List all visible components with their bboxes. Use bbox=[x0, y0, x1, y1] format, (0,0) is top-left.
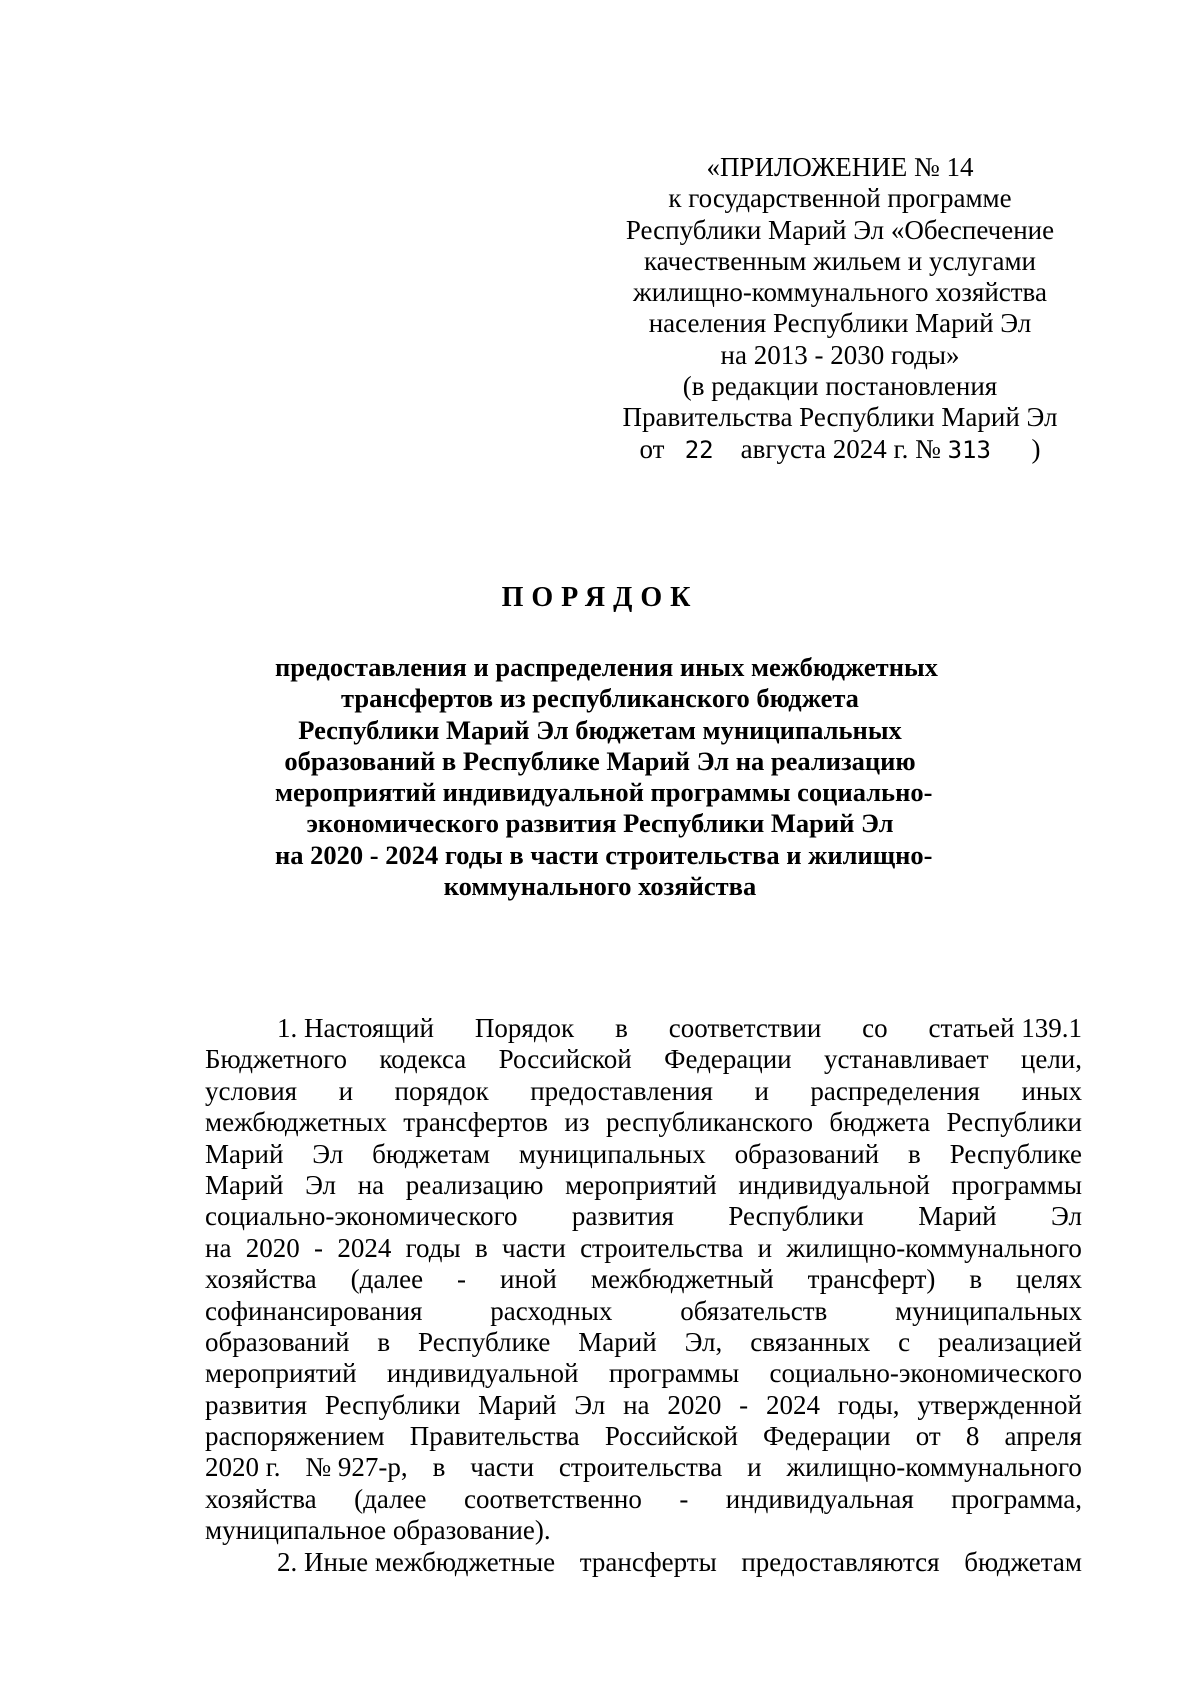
body-word: муниципальное образование). bbox=[205, 1515, 551, 1546]
body-word: Российской bbox=[604, 1421, 738, 1452]
body-word: образований bbox=[734, 1138, 880, 1169]
appendix-line: к государственной программе bbox=[668, 183, 1012, 214]
body-line bbox=[205, 1421, 1082, 1452]
subtitle-line: экономического развития Республики Марий Эл bbox=[306, 808, 894, 839]
body-word: и bbox=[747, 1452, 762, 1483]
body-word: Республики bbox=[728, 1201, 864, 1232]
body-word: условия bbox=[205, 1075, 298, 1106]
appendix-line: жилищно-коммунального хозяйства bbox=[633, 277, 1047, 308]
body-word: программа, bbox=[951, 1483, 1082, 1514]
body-word: утвержденной bbox=[917, 1389, 1082, 1420]
body-line bbox=[205, 1296, 1082, 1327]
body-line bbox=[205, 1515, 1082, 1546]
body-word: соответствии bbox=[668, 1013, 822, 1043]
body-word: хозяйства bbox=[205, 1264, 317, 1295]
body-word: 2020 г. bbox=[205, 1452, 281, 1483]
body-word: расходных bbox=[490, 1295, 613, 1326]
body-word: из bbox=[564, 1107, 590, 1138]
body-word: муниципальных bbox=[895, 1295, 1082, 1326]
subtitle-line: предоставления и распределения иных межбюджетных bbox=[275, 652, 938, 682]
body-word: статьей 139.1 bbox=[928, 1013, 1082, 1043]
body-word: развития bbox=[205, 1389, 308, 1420]
body-word: реализацией bbox=[938, 1326, 1082, 1357]
subtitle-line: на 2020 - 2024 годы в части строительства и жилищно- bbox=[275, 839, 933, 870]
body-word: и bbox=[338, 1075, 354, 1106]
body-word: в bbox=[969, 1264, 983, 1295]
body-word: строительства bbox=[580, 1232, 744, 1263]
body-word: Правительства bbox=[409, 1421, 580, 1452]
body-word: целях bbox=[1016, 1264, 1082, 1295]
body-word: на bbox=[357, 1169, 385, 1200]
body-word: 2020 bbox=[245, 1232, 300, 1263]
appendix-header bbox=[600, 152, 1080, 466]
body-word: бюджетам bbox=[964, 1546, 1082, 1577]
body-word: софинансирования bbox=[205, 1295, 423, 1326]
body-word: развития bbox=[571, 1201, 674, 1232]
date-prefix: от bbox=[639, 433, 665, 464]
body-word: в bbox=[615, 1013, 628, 1043]
body-word: 2024 bbox=[765, 1389, 820, 1420]
body-word: на bbox=[205, 1232, 232, 1263]
body-line bbox=[205, 1107, 1082, 1138]
body-word: части bbox=[470, 1452, 535, 1483]
body-word: 2020 bbox=[667, 1389, 722, 1420]
body-word: обязательств bbox=[680, 1295, 828, 1326]
body-word: со bbox=[862, 1013, 888, 1043]
body-word: жилищно-коммунального bbox=[786, 1232, 1082, 1263]
body-word: мероприятий bbox=[205, 1358, 357, 1389]
body-word: в bbox=[377, 1326, 391, 1357]
body-word: Марий bbox=[205, 1169, 284, 1200]
appendix-line: на 2013 - 2030 годы» bbox=[720, 339, 960, 370]
body-word: в bbox=[908, 1138, 921, 1169]
body-word: Российской bbox=[498, 1044, 632, 1075]
body-word: социально-экономического bbox=[769, 1358, 1082, 1389]
body-word: бюджетам bbox=[372, 1138, 490, 1169]
date-number: 313 bbox=[947, 435, 991, 464]
body-line bbox=[205, 1547, 1082, 1578]
appendix-line: «ПРИЛОЖЕНИЕ № 14 bbox=[706, 152, 974, 182]
body-word: (далее bbox=[354, 1483, 427, 1514]
date-suffix: ) bbox=[1031, 433, 1041, 464]
body-word: 2024 bbox=[337, 1232, 392, 1263]
body-word: Эл bbox=[574, 1389, 606, 1420]
body-line bbox=[205, 1076, 1082, 1107]
body-word: № 927-р, bbox=[305, 1452, 408, 1483]
body-word: жилищно-коммунального bbox=[786, 1452, 1082, 1483]
body-word: кодекса bbox=[379, 1044, 467, 1075]
body-word: годы, bbox=[837, 1389, 900, 1420]
body-word: апреля bbox=[1004, 1421, 1082, 1452]
body-word: межбюджетный bbox=[590, 1264, 774, 1295]
body-word: Республике bbox=[418, 1326, 551, 1357]
subtitle-line: коммунального хозяйства bbox=[443, 871, 757, 902]
date-middle: августа 2024 г. № bbox=[740, 433, 941, 464]
appendix-line: населения Республики Марий Эл bbox=[648, 308, 1032, 339]
body-word: Республики bbox=[324, 1389, 461, 1420]
body-word: - bbox=[739, 1389, 749, 1420]
body-word: и bbox=[757, 1232, 773, 1263]
body-word: реализацию bbox=[405, 1169, 544, 1200]
body-word: индивидуальной bbox=[386, 1358, 579, 1389]
body-line bbox=[205, 1327, 1082, 1358]
body-word: трансферты bbox=[579, 1546, 717, 1577]
body-word: 8 bbox=[965, 1421, 980, 1452]
body-word: Эл bbox=[312, 1138, 344, 1169]
subtitle-line: мероприятий индивидуальной программы социально- bbox=[275, 777, 933, 808]
body-word: Эл bbox=[305, 1169, 337, 1200]
body-word: Федерации bbox=[763, 1421, 891, 1452]
body-word: Марий bbox=[478, 1389, 557, 1420]
body-word: от bbox=[915, 1421, 941, 1452]
body-word: межбюджетных bbox=[205, 1107, 387, 1138]
date-day: 22 bbox=[684, 435, 714, 464]
body-word: Марий bbox=[918, 1201, 997, 1232]
body-word: трансфертов bbox=[403, 1107, 548, 1138]
body-word: социально-экономического bbox=[205, 1201, 518, 1232]
body-word: цели, bbox=[1020, 1044, 1082, 1075]
body-word: в bbox=[474, 1232, 488, 1263]
body-word: - bbox=[314, 1232, 324, 1263]
body-line bbox=[205, 1170, 1082, 1201]
body-word: бюджета bbox=[829, 1107, 931, 1138]
body-line bbox=[205, 1201, 1082, 1232]
body-word: Республике bbox=[949, 1138, 1082, 1169]
body-word: хозяйства bbox=[205, 1483, 317, 1514]
body-word: Эл bbox=[1051, 1201, 1082, 1232]
body-word: - bbox=[679, 1483, 689, 1514]
body-word: с bbox=[898, 1326, 911, 1357]
body-line bbox=[205, 1233, 1082, 1264]
body-word: предоставляются bbox=[741, 1546, 940, 1577]
document-body bbox=[205, 1013, 1082, 1578]
body-line bbox=[205, 1139, 1082, 1170]
body-word: республиканского bbox=[605, 1107, 813, 1138]
body-word: порядок bbox=[394, 1075, 489, 1106]
body-word: устанавливает bbox=[824, 1044, 989, 1075]
body-word: части bbox=[501, 1232, 566, 1263]
body-word: распоряжением bbox=[205, 1421, 385, 1452]
body-word: в bbox=[432, 1452, 446, 1483]
body-word: (далее bbox=[350, 1264, 424, 1295]
body-word: и bbox=[754, 1075, 769, 1106]
body-line bbox=[205, 1358, 1082, 1389]
body-word: - bbox=[457, 1264, 467, 1295]
body-word: программы bbox=[608, 1358, 740, 1389]
body-line bbox=[205, 1044, 1082, 1075]
appendix-line: качественным жильем и услугами bbox=[643, 245, 1037, 276]
body-word: 2. Иные межбюджетные bbox=[277, 1546, 556, 1577]
subtitle-line: Республики Марий Эл бюджетам муниципальных bbox=[298, 714, 902, 745]
appendix-line: Республики Марий Эл «Обеспечение bbox=[625, 214, 1055, 245]
body-word: предоставления bbox=[530, 1075, 713, 1106]
body-line bbox=[205, 1264, 1082, 1295]
body-word: муниципальных bbox=[518, 1138, 706, 1169]
body-line bbox=[205, 1484, 1082, 1515]
body-word: строительства bbox=[558, 1452, 723, 1483]
document-subtitle bbox=[275, 652, 938, 902]
body-word: иных bbox=[1021, 1075, 1082, 1106]
body-line bbox=[205, 1452, 1082, 1483]
appendix-line: (в редакции постановления bbox=[682, 371, 998, 402]
body-line bbox=[205, 1013, 1082, 1044]
body-word: Марий bbox=[578, 1326, 657, 1357]
body-word: годы bbox=[405, 1232, 461, 1263]
body-word: соответственно bbox=[463, 1483, 642, 1514]
body-word: Порядок bbox=[474, 1013, 575, 1043]
body-word: связанных bbox=[750, 1326, 871, 1357]
body-word: программы bbox=[951, 1169, 1082, 1200]
body-word: на bbox=[623, 1389, 650, 1420]
subtitle-line: образований в Республике Марий Эл на реализацию bbox=[284, 745, 916, 776]
body-word: Федерации bbox=[664, 1044, 792, 1075]
appendix-line: Правительства Республики Марий Эл bbox=[622, 402, 1058, 433]
body-word: Республики bbox=[946, 1107, 1082, 1138]
body-word: Бюджетного bbox=[205, 1044, 347, 1075]
body-word: Эл, bbox=[684, 1326, 723, 1357]
body-word: образований bbox=[205, 1326, 350, 1357]
subtitle-line: трансфертов из республиканского бюджета bbox=[341, 683, 859, 714]
body-word: Марий bbox=[205, 1138, 284, 1169]
body-word: иной bbox=[500, 1264, 557, 1295]
body-word: индивидуальной bbox=[738, 1169, 930, 1200]
body-word: трансферт) bbox=[807, 1264, 936, 1295]
body-word: индивидуальная bbox=[725, 1483, 914, 1514]
body-line bbox=[205, 1390, 1082, 1421]
body-word: 1. Настоящий bbox=[277, 1013, 435, 1043]
body-word: мероприятий bbox=[565, 1169, 717, 1200]
body-word: распределения bbox=[810, 1075, 980, 1106]
document-title: ПОРЯДОК bbox=[501, 582, 699, 613]
appendix-date-line bbox=[600, 434, 1080, 466]
